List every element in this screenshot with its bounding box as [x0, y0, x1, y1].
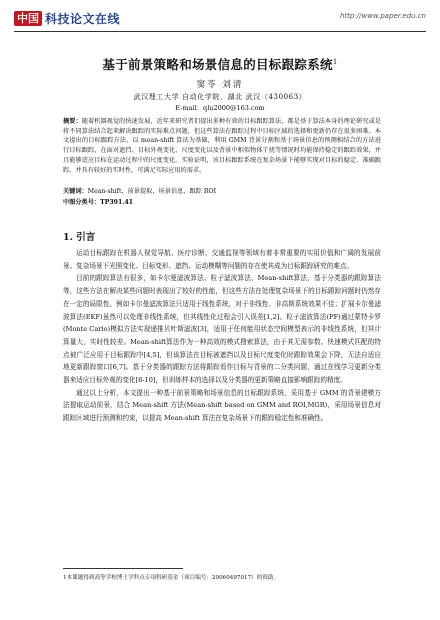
- paragraph-1: 运动目标跟踪在机器人视觉导航、医疗诊断、交通监视等领域有着非常重要的实用价值和广阔的发展前景。复杂场景下光照变化、目标变形、遮挡、运动模糊等问题的存在使其成为目标跟踪研究的难点。: [63, 249, 381, 270]
- paper-affiliation: 武汉理工大学 自动化学院，湖北 武汉（430063）: [133, 93, 307, 101]
- paper-title-text: 基于前景策略和场景信息的目标跟踪系统: [102, 57, 333, 72]
- classification-code: TP391.41: [100, 199, 134, 206]
- section-heading: 1. 引言: [63, 232, 96, 243]
- logo-text: 科技论文在线: [45, 11, 121, 26]
- footnote: 1本课题得到高等学校博士学科点专项科研基金（项目编号：20060497017）的资助。: [63, 575, 280, 581]
- classification-label: 中图分类号：: [63, 199, 101, 206]
- site-url[interactable]: http://www.paper.edu.cn: [339, 12, 426, 20]
- keywords: [63, 186, 381, 195]
- classification: [63, 197, 381, 206]
- footnote-rule: [63, 568, 183, 569]
- site-logo[interactable]: [14, 9, 120, 27]
- title-footnote-mark: 1: [332, 57, 338, 66]
- abstract-label: 摘要：: [63, 118, 82, 125]
- header-rule: [14, 31, 426, 32]
- body-text: [63, 247, 381, 562]
- logo-mark: 中国: [14, 11, 42, 26]
- keywords-label: 关键词：: [63, 188, 88, 195]
- abstract-text: 随着机器视觉的快速发展，近年来研究者们提出多种有效的目标跟踪算法，都是基于算法本身的理论研究或是将不同算法结合起来解决跟踪的实际难点问题，但这些算法在跟踪过程中目标区域的选择和更新仍存在很多困难。本文提出的目标跟踪方法，以 mean-shift 算法为基础，利用 GMM 背景分割和基于场景信息的预测相结合的方法进行目标跟踪，在面对遮挡、目标外观变化、尺度变化以及背景中相似物体干扰等情况时均能保持稳定的跟踪效果，并且能够适应目标在运动过程中的尺度变化。实验证明，该目标跟踪系统在复杂场景下能够实现对目标的稳定、准确跟踪，并具有较好的实时性，可满足实际应用的需求。: [63, 118, 382, 174]
- abstract: [63, 117, 381, 175]
- keywords-text: Mean-shift，前景提取，场景信息，跟踪 ROI: [87, 188, 217, 195]
- paper-authors: 窦苓 刘清: [196, 80, 244, 90]
- paper-email: E-mail：qlu2000@163.com: [175, 104, 265, 112]
- paragraph-3: 通过以上分析，本文提出一种基于前景策略和场景信息的目标跟踪系统，采用基于 GMM 的背景建模方法提取运动前景，结合 Mean-shift 方法(Mean-shift based on GMM and ROI,MGR)，采用场景信息对跟踪区域进行预测和约束，以提高 Mean-shift 算法在复杂场景下的跟踪稳定性和准确性。: [63, 388, 381, 423]
- page-header: [14, 8, 426, 30]
- paper-title: [20, 55, 420, 73]
- paragraph-2: 目前的跟踪算法有很多，如卡尔曼滤波算法、粒子滤波算法、Mean-shift算法，基于分类器的跟踪算法等，这些方法在解决某些问题时表现出了较好的性能，但这些方法在处理复杂场景下的目标跟踪问题时仍然存在一定的局限性。例如卡尔曼滤波算法只适用于线性系统，对于非线性、非高斯系统效果不佳；扩展卡尔曼滤波算法(EKF)虽然可以处理非线性系统，但其线性化过程会引入误差[1,2]。粒子滤波算法(PF)通过蒙特卡罗(Monte Carlo)模拟方法实现递推贝叶斯滤波[3]，适用于任何能用状态空间模型表示的非线性系统，但其计算量大，实时性较差。Mean-shift算法作为一种高效的模式搜索算法，由于其无需参数、快速模式匹配的特点被广泛应用于目标跟踪中[4,5]，但该算法在目标被遮挡以及目标尺度变化时跟踪效果会下降，无法自适应地更新跟踪窗口[6,7]。基于分类器的跟踪方法将跟踪看作目标与背景的二分类问题，通过在线学习更新分类器来适应目标外观的变化[8-10]，但训练样本的选择以及分类器的更新策略直接影响跟踪的精度。: [63, 274, 381, 385]
